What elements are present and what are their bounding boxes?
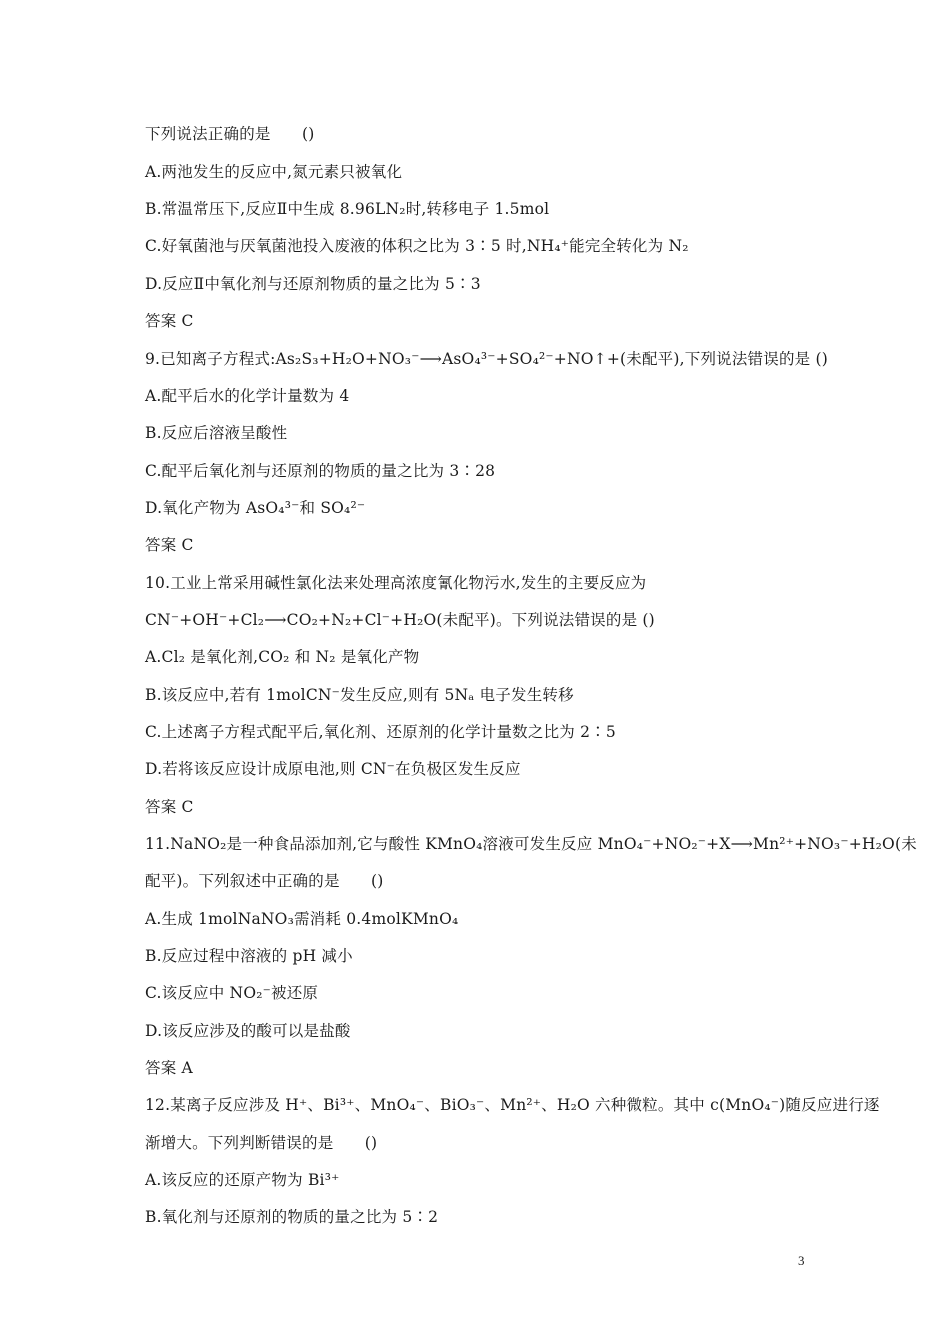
option-d: D.氧化产物为 AsO₄³⁻和 SO₄²⁻ xyxy=(145,499,366,517)
option-d: D.反应Ⅱ中氧化剂与还原剂物质的量之比为 5∶3 xyxy=(145,275,481,293)
option-a: A.该反应的还原产物为 Bi³⁺ xyxy=(145,1171,340,1189)
option-c: C.配平后氧化剂与还原剂的物质的量之比为 3∶28 xyxy=(145,462,496,480)
question-9: 9.已知离子方程式:As₂S₃+H₂O+NO₃⁻⟶AsO₄³⁻+SO₄²⁻+NO↑+(未配平),下列说法错误的是 () xyxy=(145,350,828,368)
answer: 答案 C xyxy=(145,798,194,816)
page-number: 3 xyxy=(798,1253,805,1268)
option-b: B.氧化剂与还原剂的物质的量之比为 5∶2 xyxy=(145,1208,439,1226)
option-d: D.该反应涉及的酸可以是盐酸 xyxy=(145,1022,351,1040)
option-a: A.Cl₂ 是氧化剂,CO₂ 和 N₂ 是氧化产物 xyxy=(145,648,420,666)
option-b: B.反应后溶液呈酸性 xyxy=(145,424,288,442)
option-b: B.常温常压下,反应Ⅱ中生成 8.96LN₂时,转移电子 1.5mol xyxy=(145,200,550,218)
option-b: B.该反应中,若有 1molCN⁻发生反应,则有 5Nₐ 电子发生转移 xyxy=(145,686,574,704)
question-prompt: 下列说法正确的是 () xyxy=(145,125,315,143)
option-c: C.上述离子方程式配平后,氧化剂、还原剂的化学计量数之比为 2∶5 xyxy=(145,723,616,741)
question-10: 10.工业上常采用碱性氯化法来处理高浓度氰化物污水,发生的主要反应为 xyxy=(145,574,647,592)
option-c: C.该反应中 NO₂⁻被还原 xyxy=(145,984,319,1002)
question-12-continued: 渐增大。下列判断错误的是 () xyxy=(145,1134,378,1152)
option-a: A.生成 1molNaNO₃需消耗 0.4molKMnO₄ xyxy=(145,910,459,928)
option-b: B.反应过程中溶液的 pH 减小 xyxy=(145,947,353,965)
question-11-continued: 配平)。下列叙述中正确的是 () xyxy=(145,872,384,890)
answer: 答案 A xyxy=(145,1059,193,1077)
option-c: C.好氧菌池与厌氧菌池投入废液的体积之比为 3∶5 时,NH₄⁺能完全转化为 N₂ xyxy=(145,237,689,255)
question-12: 12.某离子反应涉及 H⁺、Bi³⁺、MnO₄⁻、BiO₃⁻、Mn²⁺、H₂O 六种微粒。其中 c(MnO₄⁻)随反应进行逐 xyxy=(145,1096,880,1114)
answer: 答案 C xyxy=(145,312,194,330)
question-11: 11.NaNO₂是一种食品添加剂,它与酸性 KMnO₄溶液可发生反应 MnO₄⁻+NO₂⁻+X⟶Mn²⁺+NO₃⁻+H₂O(未 xyxy=(145,835,917,853)
option-d: D.若将该反应设计成原电池,则 CN⁻在负极区发生反应 xyxy=(145,760,521,778)
question-10-equation: CN⁻+OH⁻+Cl₂⟶CO₂+N₂+Cl⁻+H₂O(未配平)。下列说法错误的是 () xyxy=(145,611,655,629)
option-a: A.配平后水的化学计量数为 4 xyxy=(145,387,350,405)
option-a: A.两池发生的反应中,氮元素只被氧化 xyxy=(145,163,403,181)
answer: 答案 C xyxy=(145,536,194,554)
